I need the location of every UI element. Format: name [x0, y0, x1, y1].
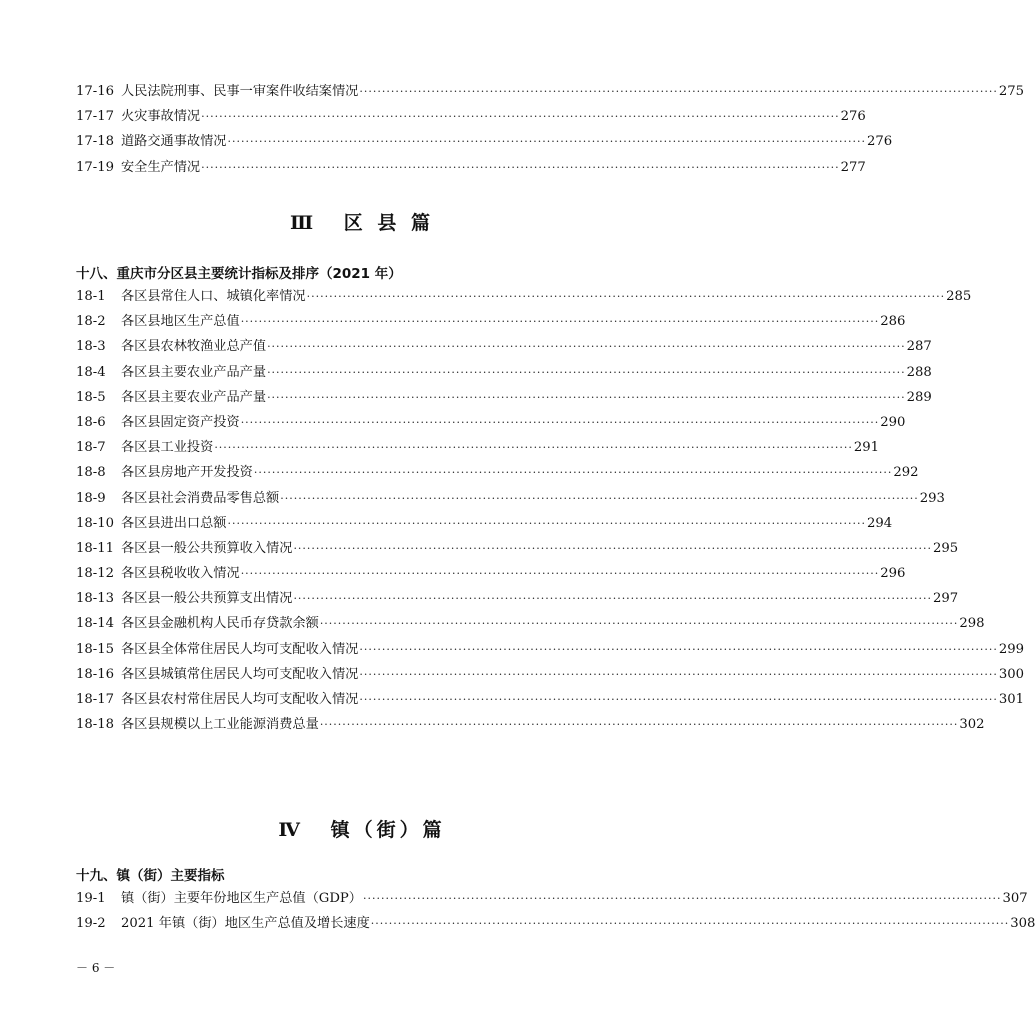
toc-entry[interactable]: [76, 385, 932, 410]
toc-entry-title: 各区县工业投资: [121, 440, 214, 456]
toc-entry-title: 各区县农林牧渔业总产值: [121, 339, 267, 355]
toc-entry-number: 18-2: [76, 314, 106, 330]
part-3-numeral: Ⅲ: [290, 212, 318, 234]
toc-entry-title: 各区县全体常住居民人均可支配收入情况: [121, 641, 359, 657]
toc-entry-page: 302: [959, 717, 985, 733]
toc-entry[interactable]: [76, 712, 985, 737]
toc-entry-page: 287: [906, 339, 932, 355]
toc-entry[interactable]: [76, 561, 906, 586]
toc-entry-number: 18-12: [76, 566, 115, 582]
toc-entry-page: 293: [919, 490, 945, 506]
dot-leader: [267, 385, 906, 410]
toc-entry-number: 17-18: [76, 134, 115, 150]
toc-entry-title: 各区县城镇常住居民人均可支配收入情况: [121, 666, 359, 682]
toc-entry-number: 17-19: [76, 159, 115, 175]
toc-entry[interactable]: [76, 662, 1025, 687]
dot-leader: [359, 687, 998, 712]
toc-entry[interactable]: [76, 79, 1025, 104]
toc-entry[interactable]: [76, 886, 1028, 911]
dot-leader: [267, 360, 906, 385]
toc-entry-title: 安全生产情况: [121, 159, 201, 175]
toc-entry-title: 火灾事故情况: [121, 109, 201, 125]
toc-entry[interactable]: [76, 360, 932, 385]
toc-entry-page: 277: [840, 159, 866, 175]
section-17-list: [76, 79, 1025, 180]
toc-entry-page: 299: [998, 641, 1025, 657]
dot-leader: [241, 561, 880, 586]
toc-entry-page: 307: [1002, 891, 1028, 906]
dot-leader: [241, 309, 880, 334]
toc-entry[interactable]: [76, 309, 906, 334]
toc-entry-number: 18-9: [76, 490, 106, 506]
part-3-label: 区 县 篇: [343, 212, 434, 234]
toc-entry-page: 291: [853, 440, 879, 456]
toc-entry-number: 18-14: [76, 616, 115, 632]
toc-entry-number: 18-15: [76, 641, 115, 657]
toc-entry-title: 2021 年镇（街）地区生产总值及增长速度: [121, 916, 370, 932]
toc-entry-number: 18-16: [76, 666, 115, 682]
chapter-18-heading: 十八、重庆市分区县主要统计指标及排序（2021 年）: [76, 266, 402, 282]
toc-entry[interactable]: [76, 460, 919, 485]
toc-entry-page: 289: [906, 389, 932, 405]
chapter-19-heading: 十九、镇（街）主要指标: [76, 868, 225, 884]
toc-entry[interactable]: [76, 104, 866, 129]
toc-entry-title: 各区县主要农业产品产量: [121, 389, 267, 405]
toc-entry[interactable]: [76, 284, 972, 309]
toc-entry[interactable]: [76, 334, 932, 359]
toc-entry-number: 18-8: [76, 465, 106, 481]
toc-entry-title: 各区县金融机构人民币存贷款余额: [121, 616, 319, 632]
dot-leader: [320, 611, 959, 636]
toc-entry[interactable]: [76, 435, 879, 460]
page-number-footer: － 6 －: [76, 961, 116, 975]
toc-entry-title: 各区县常住人口、城镇化率情况: [121, 289, 306, 304]
toc-entry-number: 18-11: [76, 540, 115, 556]
toc-entry[interactable]: [76, 637, 1025, 662]
toc-entry-number: 18-13: [76, 591, 115, 607]
toc-entry-number: 18-3: [76, 339, 106, 355]
toc-entry[interactable]: [76, 511, 893, 536]
toc-entry-page: 300: [998, 666, 1025, 682]
toc-entry-number: 17-17: [76, 109, 115, 125]
toc-entry-page: 285: [946, 289, 972, 304]
dot-leader: [254, 460, 893, 485]
dot-leader: [267, 334, 906, 359]
toc-entry-page: 276: [840, 109, 866, 125]
dot-leader: [214, 435, 853, 460]
section-18-list: [76, 284, 1025, 737]
dot-leader: [307, 284, 946, 309]
toc-entry-number: 18-17: [76, 692, 115, 707]
toc-entry[interactable]: [76, 155, 866, 180]
dot-leader: [201, 155, 840, 180]
toc-entry-title: 各区县房地产开发投资: [121, 465, 253, 481]
toc-entry-number: 18-5: [76, 389, 106, 405]
part-3-title: [0, 208, 724, 235]
toc-entry-number: 18-7: [76, 440, 106, 456]
toc-entry-page: 296: [880, 566, 906, 582]
toc-entry-title: 镇（街）主要年份地区生产总值（GDP）: [121, 891, 362, 906]
toc-entry-page: 288: [906, 364, 932, 380]
toc-entry-title: 各区县主要农业产品产量: [121, 364, 267, 380]
dot-leader: [228, 129, 867, 154]
part-4-numeral: Ⅳ: [278, 819, 304, 841]
dot-leader: [293, 536, 932, 561]
toc-entry-number: 18-6: [76, 414, 106, 430]
dot-leader: [320, 712, 959, 737]
dot-leader: [363, 886, 1002, 911]
toc-entry-title: 各区县固定资产投资: [121, 414, 240, 430]
toc-entry-page: 286: [880, 314, 906, 330]
toc-entry-page: 276: [867, 134, 893, 150]
part-4-title: [0, 815, 724, 842]
toc-entry-page: 297: [932, 591, 959, 607]
toc-entry-page: 295: [932, 540, 959, 556]
dot-leader: [293, 586, 932, 611]
toc-entry-title: 各区县农村常住居民人均可支配收入情况: [121, 692, 359, 707]
dot-leader: [359, 637, 998, 662]
dot-leader: [359, 79, 998, 104]
toc-entry-page: 275: [998, 84, 1025, 99]
toc-entry-title: 各区县税收收入情况: [121, 566, 240, 582]
toc-entry-title: 各区县地区生产总值: [121, 314, 240, 330]
toc-entry[interactable]: [76, 536, 959, 561]
toc-entry[interactable]: [76, 486, 945, 511]
dot-leader: [228, 511, 867, 536]
toc-entry-title: 各区县一般公共预算支出情况: [121, 591, 293, 607]
toc-entry-number: 18-4: [76, 364, 106, 380]
toc-entry-number: 18-18: [76, 717, 115, 733]
toc-entry-title: 人民法院刑事、民事一审案件收结案情况: [121, 84, 359, 99]
section-19-list: [76, 886, 1035, 936]
toc-entry-page: 298: [959, 616, 985, 632]
toc-entry-page: 292: [893, 465, 919, 481]
toc-entry[interactable]: [76, 129, 893, 154]
toc-entry-title: 各区县一般公共预算收入情况: [121, 540, 293, 556]
toc-entry-title: 各区县社会消费品零售总额: [121, 490, 280, 506]
toc-entry[interactable]: [76, 911, 1035, 936]
part-4-label: 镇（街）篇: [330, 819, 446, 841]
toc-entry-page: 308: [1010, 916, 1035, 932]
toc-entry[interactable]: [76, 611, 985, 636]
toc-entry-number: 19-2: [76, 916, 106, 932]
toc-entry-title: 各区县进出口总额: [121, 515, 227, 531]
toc-entry-page: 301: [998, 692, 1025, 707]
toc-entry-number: 19-1: [76, 891, 106, 906]
toc-entry-title: 道路交通事故情况: [121, 134, 227, 150]
toc-entry[interactable]: [76, 687, 1025, 712]
toc-entry[interactable]: [76, 410, 906, 435]
toc-entry-title: 各区县规模以上工业能源消费总量: [121, 717, 319, 733]
dot-leader: [371, 911, 1010, 936]
dot-leader: [359, 662, 998, 687]
toc-entry[interactable]: [76, 586, 959, 611]
dot-leader: [201, 104, 840, 129]
dot-leader: [241, 410, 880, 435]
toc-entry-page: 290: [880, 414, 906, 430]
toc-entry-number: 18-1: [76, 289, 106, 304]
toc-entry-page: 294: [867, 515, 893, 531]
toc-entry-number: 18-10: [76, 515, 115, 531]
toc-entry-number: 17-16: [76, 84, 115, 99]
dot-leader: [280, 486, 919, 511]
